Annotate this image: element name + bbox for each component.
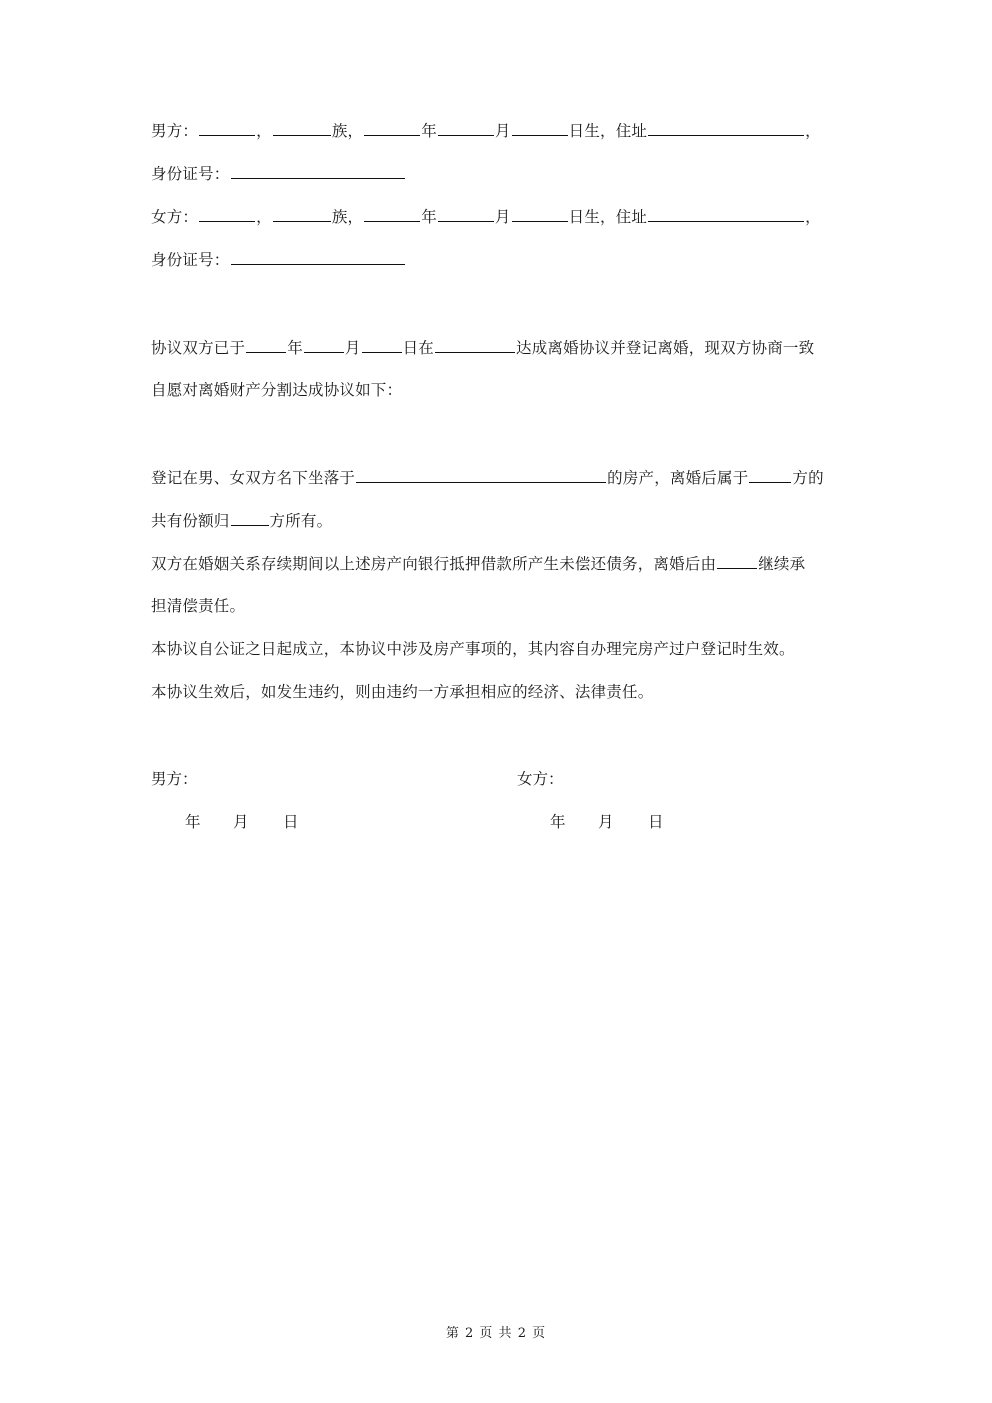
female-party-line [151,204,821,228]
female-id-line [151,247,406,271]
agreement-month-label: 月 [344,339,361,357]
agreement-suffix: 达成离婚协议并登记离婚，现双方协商一致 [516,339,815,357]
debt-bearer-blank[interactable] [717,551,757,569]
property-line-1 [151,465,824,489]
female-sign-year: 年 [550,813,566,831]
male-id-blank[interactable] [231,161,405,179]
male-signature-date [185,810,299,834]
female-name-blank[interactable] [199,204,255,222]
effect-line-2: 本协议生效后，如发生违约，则由违约一方承担相应的经济、法律责任。 [151,683,654,701]
separator: ， [256,122,272,140]
agreement-date-line [151,335,814,359]
female-ethnic-blank[interactable] [273,204,331,222]
page-number-footer: 第 2 页 共 2 页 [445,1326,547,1341]
month-suffix: 月 [494,122,511,140]
agreement-prefix: 协议双方已于 [151,339,246,357]
agreement-year-label: 年 [287,339,303,357]
male-label: 男方： [151,122,199,140]
birth-suffix: 日生，住址 [568,122,648,140]
male-sign-day: 日 [283,813,299,831]
female-sign-month: 月 [598,813,614,831]
male-id-line [151,161,406,185]
property-suffix: 方的 [792,469,824,487]
share-suffix: 方所有。 [269,512,333,530]
female-sign-day: 日 [648,813,664,831]
agreement-line-2: 自愿对离婚财产分割达成协议如下： [151,381,403,399]
female-address-blank[interactable] [648,204,804,222]
debt-line-1 [151,551,805,575]
separator: ， [256,208,272,226]
ethnic-suffix: 族， [331,122,364,140]
male-sign-month: 月 [233,813,249,831]
female-label: 女方： [151,208,199,226]
month-suffix: 月 [494,208,511,226]
debt-prefix: 双方在婚姻关系存续期间以上述房产向银行抵押借款所产生未偿还债务，离婚后由 [151,555,717,573]
agreement-place-blank[interactable] [435,335,515,353]
property-prefix: 登记在男、女双方名下坐落于 [151,469,356,487]
female-id-label: 身份证号： [151,251,230,269]
debt-suffix: 继续承 [758,555,806,573]
ethnic-suffix: 族， [331,208,364,226]
property-owner-blank[interactable] [749,465,791,483]
agreement-day-label: 日在 [402,339,435,357]
male-party-line [151,118,821,142]
agreement-month-blank[interactable] [304,335,344,353]
male-birth-year-blank[interactable] [364,118,420,136]
female-birth-month-blank[interactable] [438,204,494,222]
male-sign-year: 年 [185,813,201,831]
female-signature-label: 女方： [517,770,564,788]
share-prefix: 共有份额归 [151,512,230,530]
birth-suffix: 日生，住址 [568,208,648,226]
male-birth-month-blank[interactable] [438,118,494,136]
year-suffix: 年 [421,208,437,226]
debt-line-2: 担清偿责任。 [151,597,246,615]
year-suffix: 年 [421,122,437,140]
agreement-year-blank[interactable] [246,335,286,353]
end-comma: ， [805,208,821,226]
property-line-2 [151,508,332,532]
male-address-blank[interactable] [648,118,804,136]
end-comma: ， [805,122,821,140]
agreement-day-blank[interactable] [362,335,402,353]
property-mid: 的房产，离婚后属于 [607,469,749,487]
property-location-blank[interactable] [356,465,606,483]
female-birth-day-blank[interactable] [512,204,568,222]
effect-line-1: 本协议自公证之日起成立，本协议中涉及房产事项的，其内容自办理完房产过户登记时生效。 [151,640,795,658]
share-owner-blank[interactable] [231,508,269,526]
male-signature-label: 男方： [151,770,198,788]
female-birth-year-blank[interactable] [364,204,420,222]
male-name-blank[interactable] [199,118,255,136]
male-id-label: 身份证号： [151,165,230,183]
male-birth-day-blank[interactable] [512,118,568,136]
male-ethnic-blank[interactable] [273,118,331,136]
female-id-blank[interactable] [231,247,405,265]
female-signature-date [550,810,664,834]
